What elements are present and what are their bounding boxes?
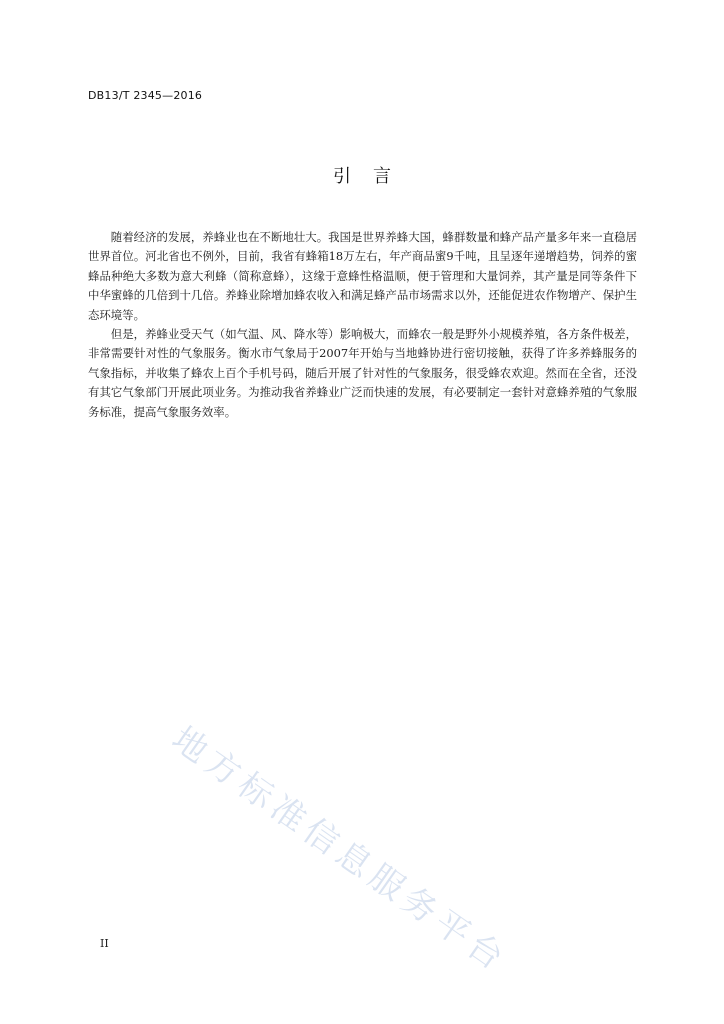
body-text bbox=[88, 228, 637, 422]
paragraph: 但是，养蜂业受天气（如气温、风、降水等）影响极大，而蜂农一般是野外小规模养殖，各方条件极差，非常需要针对性的气象服务。衡水市气象局于2007年开始与当地蜂协进行密切接触，获得了许多养蜂服务的气象指标，并收集了蜂农上百个手机号码，随后开展了针对性的气象服务，很受蜂农欢迎。然而在全省，还没有其它气象部门开展此项业务。为推动我省养蜂业广泛而快速的发展，有必要制定一套针对意蜂养殖的气象服务标准，提高气象服务效率。 bbox=[88, 327, 637, 419]
watermark: 地方标准信息服务平台 bbox=[164, 718, 516, 982]
paragraph: 随着经济的发展，养蜂业也在不断地壮大。我国是世界养蜂大国，蜂群数量和蜂产品产量多年来一直稳居世界首位。河北省也不例外，目前，我省有蜂箱18万左右，年产商品蜜9千吨，且呈逐年递增趋势，饲养的蜜蜂品种绝大多数为意大利蜂（简称意蜂），这缘于意蜂性格温顺，便于管理和大量饲养，其产量是同等条件下中华蜜蜂的几倍到十几倍。养蜂业除增加蜂农收入和满足蜂产品市场需求以外，还能促进农作物增产、保护生态环境等。 bbox=[88, 230, 637, 322]
standard-code: DB13/T 2345—2016 bbox=[88, 89, 203, 102]
page-number: II bbox=[100, 937, 109, 950]
section-title: 引言 bbox=[333, 166, 413, 187]
